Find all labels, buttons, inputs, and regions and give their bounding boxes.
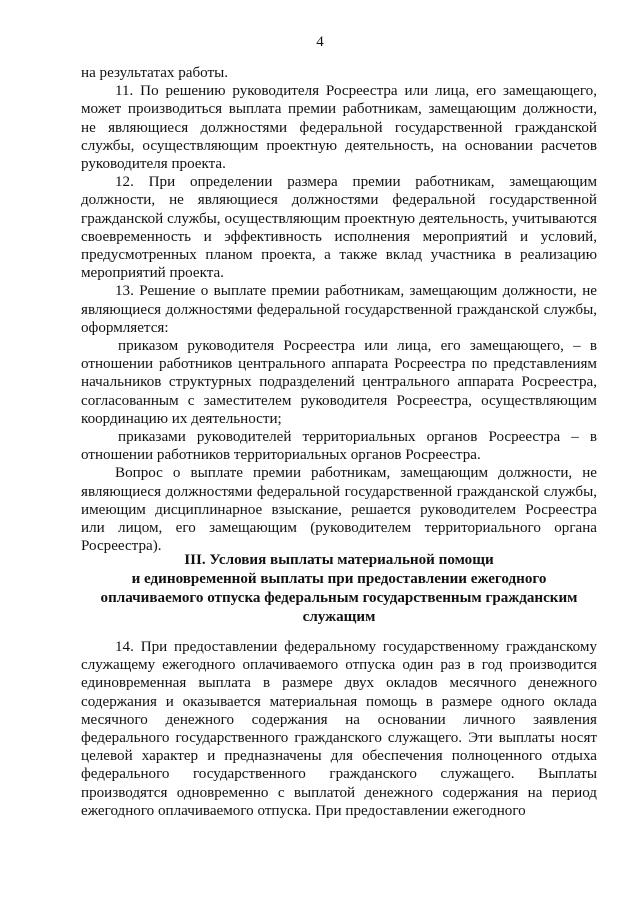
section-heading-line-2: и единовременной выплаты при предоставлении ежегодного — [131, 571, 547, 587]
paragraph-13-item-central: приказом руководителя Росреестра или лица, его замещающего, – в отношении работников центрального аппарата Росреестра по представлениям начальников структурных подразделений центрального аппарата Росреестра, согласованным с заместителем руководителя Росреестра, осуществляющим координацию их деятельности; — [81, 338, 597, 427]
section-body — [81, 638, 597, 820]
paragraph-14: 14. При предоставлении федеральному государственному гражданскому служащему ежегодного оплачиваемого отпуска один раз в год производится единовременная выплата в размере двух окладов месячного денежного содержания и оказывается материальная помощь в размере одного оклада месячного денежного содержания на основании личного заявления федерального государственного гражданского служащего. Эти выплаты носят целевой характер и предназначены для обеспечения полноценного отдыха федерального государственного гражданского служащего. Выплаты производятся одновременно с выплатой денежного содержания на период ежегодного оплачиваемого отпуска. При предоставлении ежегодного — [81, 639, 597, 819]
section-heading — [81, 551, 597, 627]
section-heading-line-4: служащим — [302, 609, 376, 625]
section-heading-line-3: оплачиваемого отпуска федеральным государственным гражданским — [100, 590, 578, 606]
paragraph-disciplinary: Вопрос о выплате премии работникам, замещающим должности, не являющиеся должностями федеральной государственной гражданской службы, имеющим дисциплинарное взыскание, решается руководителем Росреестра или лицом, его замещающим (руководителем территориального органа Росреестра). — [81, 465, 597, 555]
page-number: 4 — [316, 34, 324, 50]
paragraph-13: 13. Решение о выплате премии работникам, замещающим должности, не являющиеся должностями федеральной государственной гражданской службы, оформляется: — [81, 283, 597, 336]
paragraph-11: 11. По решению руководителя Росреестра или лица, его замещающего, может производиться выплата премии работникам, замещающим должности, не являющиеся должностями федеральной государственной гражданской службы, осуществляющим проектную деятельность, на основании расчетов руководителя проекта. — [81, 83, 597, 173]
body-text — [81, 64, 597, 555]
section-heading-line-1: III. Условия выплаты материальной помощи — [184, 552, 494, 568]
paragraph-12: 12. При определении размера премии работникам, замещающим должности, не являющиеся должностями федеральной государственной гражданской службы, осуществляющим проектную деятельность, учитываются своевременность и эффективность исполнения мероприятий и условий, предусмотренных планом проекта, а также вклад участника в реализацию мероприятий проекта. — [81, 174, 597, 282]
paragraph-13-item-territorial: приказами руководителей территориальных органов Росреестра – в отношении работников территориальных органов Росреестра. — [81, 429, 597, 464]
paragraph-continuation: на результатах работы. — [81, 65, 229, 81]
